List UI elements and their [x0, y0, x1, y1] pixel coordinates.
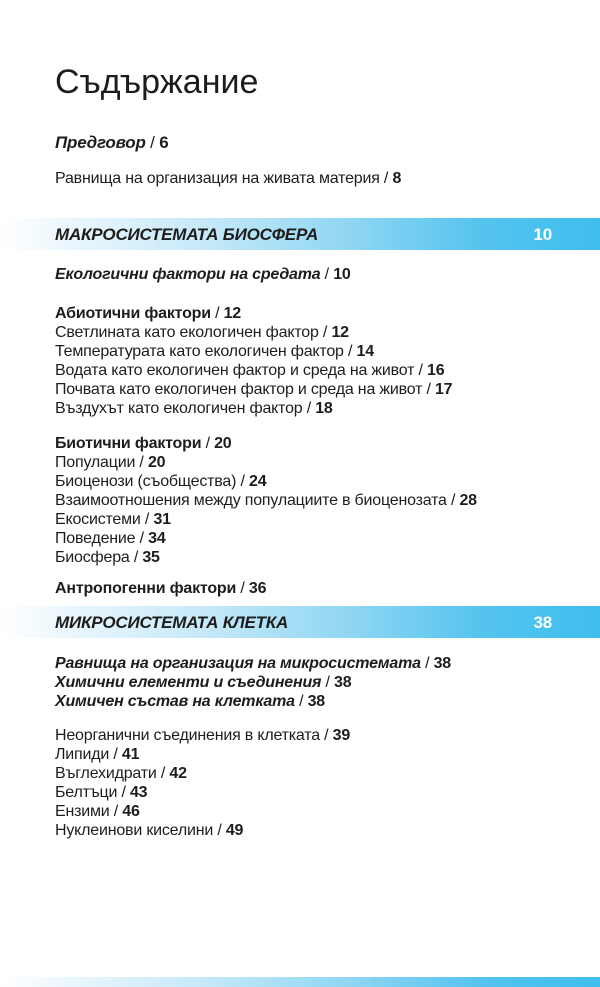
toc-page — [0, 62, 600, 840]
toc-entry — [55, 472, 600, 491]
toc-entry-separator: / — [210, 305, 224, 322]
section-banner-page: 10 — [533, 224, 552, 244]
toc-entry-page: 38 — [433, 655, 452, 672]
toc-entry-separator: / — [318, 324, 332, 341]
toc-entry — [55, 304, 600, 323]
toc-entry-page: 38 — [334, 674, 352, 691]
toc-entry-page: 10 — [333, 266, 351, 283]
toc-entry-label: Биосфера — [55, 549, 130, 566]
toc-entry — [55, 745, 600, 764]
toc-entry-separator: / — [109, 803, 123, 820]
section-banner-title: МИКРОСИСТЕМАТА КЛЕТКА — [55, 612, 289, 632]
toc-entry-page: 20 — [147, 454, 166, 471]
toc-entry — [55, 453, 600, 472]
toc-entry-label: Химичен състав на клетката — [55, 693, 295, 710]
toc-entry-separator: / — [302, 400, 316, 417]
toc-entry-label: Температурата като екологичен фактор — [55, 343, 344, 360]
toc-entry — [55, 783, 600, 802]
toc-entry-page: 49 — [225, 822, 244, 839]
toc-entry-page: 28 — [459, 492, 477, 509]
toc-entry-separator: / — [343, 343, 357, 360]
toc-entry-page: 24 — [249, 473, 267, 490]
toc-entry-separator: / — [321, 674, 335, 691]
toc-entry-label: Ензими — [55, 803, 110, 820]
toc-entry-label: Водата като екологичен фактор и среда на живот — [55, 362, 415, 379]
toc-entry-page: 18 — [315, 400, 333, 417]
toc-entry-separator: / — [135, 454, 148, 471]
toc-entry — [55, 169, 600, 188]
toc-entry-label: Въглехидрати — [55, 765, 157, 782]
toc-entry-separator: / — [201, 435, 215, 452]
toc-entry-label: Нуклеинови киселини — [55, 822, 214, 839]
toc-entry-separator: / — [236, 473, 249, 490]
toc-entry-label: Въздухът като екологичен фактор — [55, 400, 303, 417]
toc-entry — [55, 529, 600, 548]
toc-entry-label: Биотични фактори — [55, 435, 202, 452]
toc-entry-label: Абиотични фактори — [55, 305, 211, 322]
toc-entry — [55, 764, 600, 783]
toc-entry — [55, 802, 600, 821]
toc-entry — [55, 654, 600, 673]
toc-entry — [55, 399, 600, 418]
toc-entry-separator: / — [420, 655, 434, 672]
toc-entry-separator: / — [129, 549, 143, 566]
toc-entry-separator: / — [422, 381, 435, 398]
toc-entry-label: Популации — [55, 454, 136, 471]
toc-entry-page: 39 — [332, 727, 351, 744]
toc-entry-page: 36 — [248, 580, 267, 597]
toc-entry-separator: / — [319, 727, 333, 744]
toc-entry-label: Екосистеми — [55, 511, 141, 528]
toc-entry — [55, 548, 600, 567]
toc-entry-page: 38 — [307, 693, 326, 710]
toc-entry-label: Равнища на организация на микросистемата — [55, 655, 421, 672]
toc-entry-page: 20 — [214, 435, 232, 452]
toc-entry-page: 41 — [121, 746, 140, 763]
toc-entry — [55, 323, 600, 342]
toc-entry — [55, 434, 600, 453]
toc-entry-page: 12 — [223, 305, 242, 322]
footer-gradient-bar — [0, 977, 600, 987]
toc-entry-separator: / — [213, 822, 226, 839]
toc-entry-page: 16 — [427, 362, 445, 379]
toc-entry-label: Антропогенни фактори — [55, 580, 237, 597]
toc-entry-label: Предговор — [55, 133, 146, 152]
toc-entry-label: Поведение — [55, 530, 136, 547]
toc-entry-page: 8 — [392, 170, 402, 187]
toc-entry-separator: / — [320, 266, 334, 283]
toc-entry-separator: / — [294, 693, 308, 710]
toc-entry-label: Взаимоотношения между популациите в биоценозата — [55, 492, 447, 509]
toc-entry — [55, 265, 600, 284]
toc-entry-page: 6 — [159, 133, 169, 152]
toc-entry-label: Светлината като екологичен фактор — [55, 324, 319, 341]
toc-entry-separator: / — [117, 784, 130, 801]
section-banner — [0, 218, 600, 250]
section-banner-title: МАКРОСИСТЕМАТА БИОСФЕРА — [55, 224, 319, 244]
toc-list — [0, 133, 600, 840]
toc-entry — [55, 510, 600, 529]
toc-entry-separator: / — [135, 530, 149, 547]
toc-entry — [55, 342, 600, 361]
toc-entry-page: 35 — [142, 549, 160, 566]
section-banner — [0, 606, 600, 638]
toc-entry — [55, 491, 600, 510]
toc-entry-separator: / — [446, 492, 460, 509]
toc-entry-label: Липиди — [55, 746, 110, 763]
toc-entry-label: Биоценози (съобщества) — [55, 473, 237, 490]
toc-entry-label: Равнища на организация на живата материя — [55, 170, 380, 187]
toc-entry-page: 14 — [356, 343, 374, 360]
toc-entry-separator: / — [140, 511, 154, 528]
toc-entry — [55, 692, 600, 711]
toc-entry — [55, 579, 600, 598]
toc-entry-separator: / — [109, 746, 122, 763]
toc-entry — [55, 726, 600, 745]
toc-entry-separator: / — [379, 170, 393, 187]
toc-entry-page: 43 — [129, 784, 148, 801]
toc-entry-page: 42 — [169, 765, 187, 782]
toc-entry-page: 31 — [153, 511, 171, 528]
page-title: Съдържание — [55, 63, 259, 101]
toc-entry-label: Белтъци — [55, 784, 118, 801]
toc-entry-label: Екологични фактори на средата — [55, 266, 321, 283]
toc-entry-page: 17 — [434, 381, 453, 398]
section-banner-page: 38 — [533, 612, 552, 632]
toc-entry — [55, 673, 600, 692]
toc-entry — [55, 821, 600, 840]
toc-entry — [55, 133, 600, 153]
toc-entry-separator: / — [145, 133, 160, 152]
toc-entry-label: Почвата като екологичен фактор и среда на живот — [55, 381, 423, 398]
toc-entry — [55, 380, 600, 399]
toc-entry-label: Неорганични съединения в клетката — [55, 727, 320, 744]
toc-entry-page: 12 — [331, 324, 349, 341]
toc-entry-page: 34 — [148, 530, 166, 547]
toc-entry-separator: / — [156, 765, 170, 782]
toc-entry-label: Химични елементи и съединения — [55, 674, 322, 691]
toc-entry-page: 46 — [122, 803, 140, 820]
toc-entry — [55, 361, 600, 380]
toc-entry-separator: / — [414, 362, 428, 379]
toc-entry-separator: / — [236, 580, 249, 597]
